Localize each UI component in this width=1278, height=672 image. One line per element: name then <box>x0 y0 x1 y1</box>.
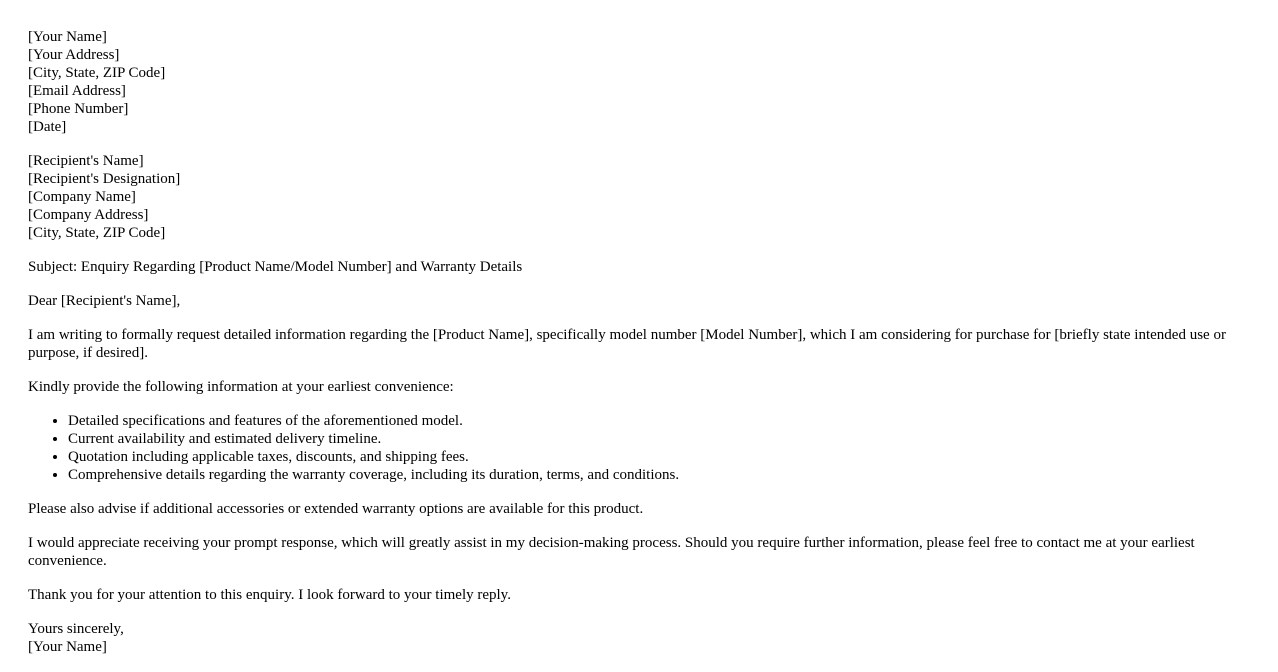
sender-name: [Your Name] <box>28 29 107 45</box>
recipient-designation: [Recipient's Designation] <box>28 171 181 187</box>
sender-phone: [Phone Number] <box>28 101 129 117</box>
recipient-address-block <box>28 152 1228 242</box>
closing-block <box>28 620 1228 656</box>
list-item: • Current availability and estimated delivery timeline. <box>68 430 1228 448</box>
list-item: • Comprehensive details regarding the warranty coverage, including its duration, terms, and conditions. <box>68 466 1228 484</box>
closing-signoff: Yours sincerely, <box>28 621 124 637</box>
letter-document <box>28 28 1228 672</box>
request-lead-paragraph: Kindly provide the following information at your earliest convenience: <box>28 379 454 395</box>
list-item: • Quotation including applicable taxes, discounts, and shipping fees. <box>68 448 1228 466</box>
letter-date: [Date] <box>28 119 67 135</box>
thanks-paragraph: Thank you for your attention to this enquiry. I look forward to your timely reply. <box>28 587 511 603</box>
accessories-paragraph: Please also advise if additional accessories or extended warranty options are available for this product. <box>28 501 644 517</box>
salutation: Dear [Recipient's Name], <box>28 293 181 309</box>
appreciation-paragraph: I would appreciate receiving your prompt response, which will greatly assist in my decision-making process. Should you require further information, please feel free to contact me at your earliest convenience. <box>28 535 1195 569</box>
recipient-company-address: [Company Address] <box>28 207 149 223</box>
closing-name: [Your Name] <box>28 639 107 655</box>
intro-paragraph: I am writing to formally request detailed information regarding the [Product Name], specifically model number [Model Number], which I am considering for purchase for [briefly state intended use or purpose, if desired]. <box>28 327 1226 361</box>
sender-email: [Email Address] <box>28 83 126 99</box>
recipient-name: [Recipient's Name] <box>28 153 144 169</box>
recipient-city-state-zip: [City, State, ZIP Code] <box>28 225 166 241</box>
sender-city-state-zip: [City, State, ZIP Code] <box>28 65 166 81</box>
request-list <box>28 412 1228 484</box>
sender-address-block <box>28 28 1228 136</box>
sender-address: [Your Address] <box>28 47 120 63</box>
recipient-company-name: [Company Name] <box>28 189 136 205</box>
list-item: • Detailed specifications and features of the aforementioned model. <box>68 412 1228 430</box>
subject-line: Subject: Enquiry Regarding [Product Name/Model Number] and Warranty Details <box>28 259 523 275</box>
